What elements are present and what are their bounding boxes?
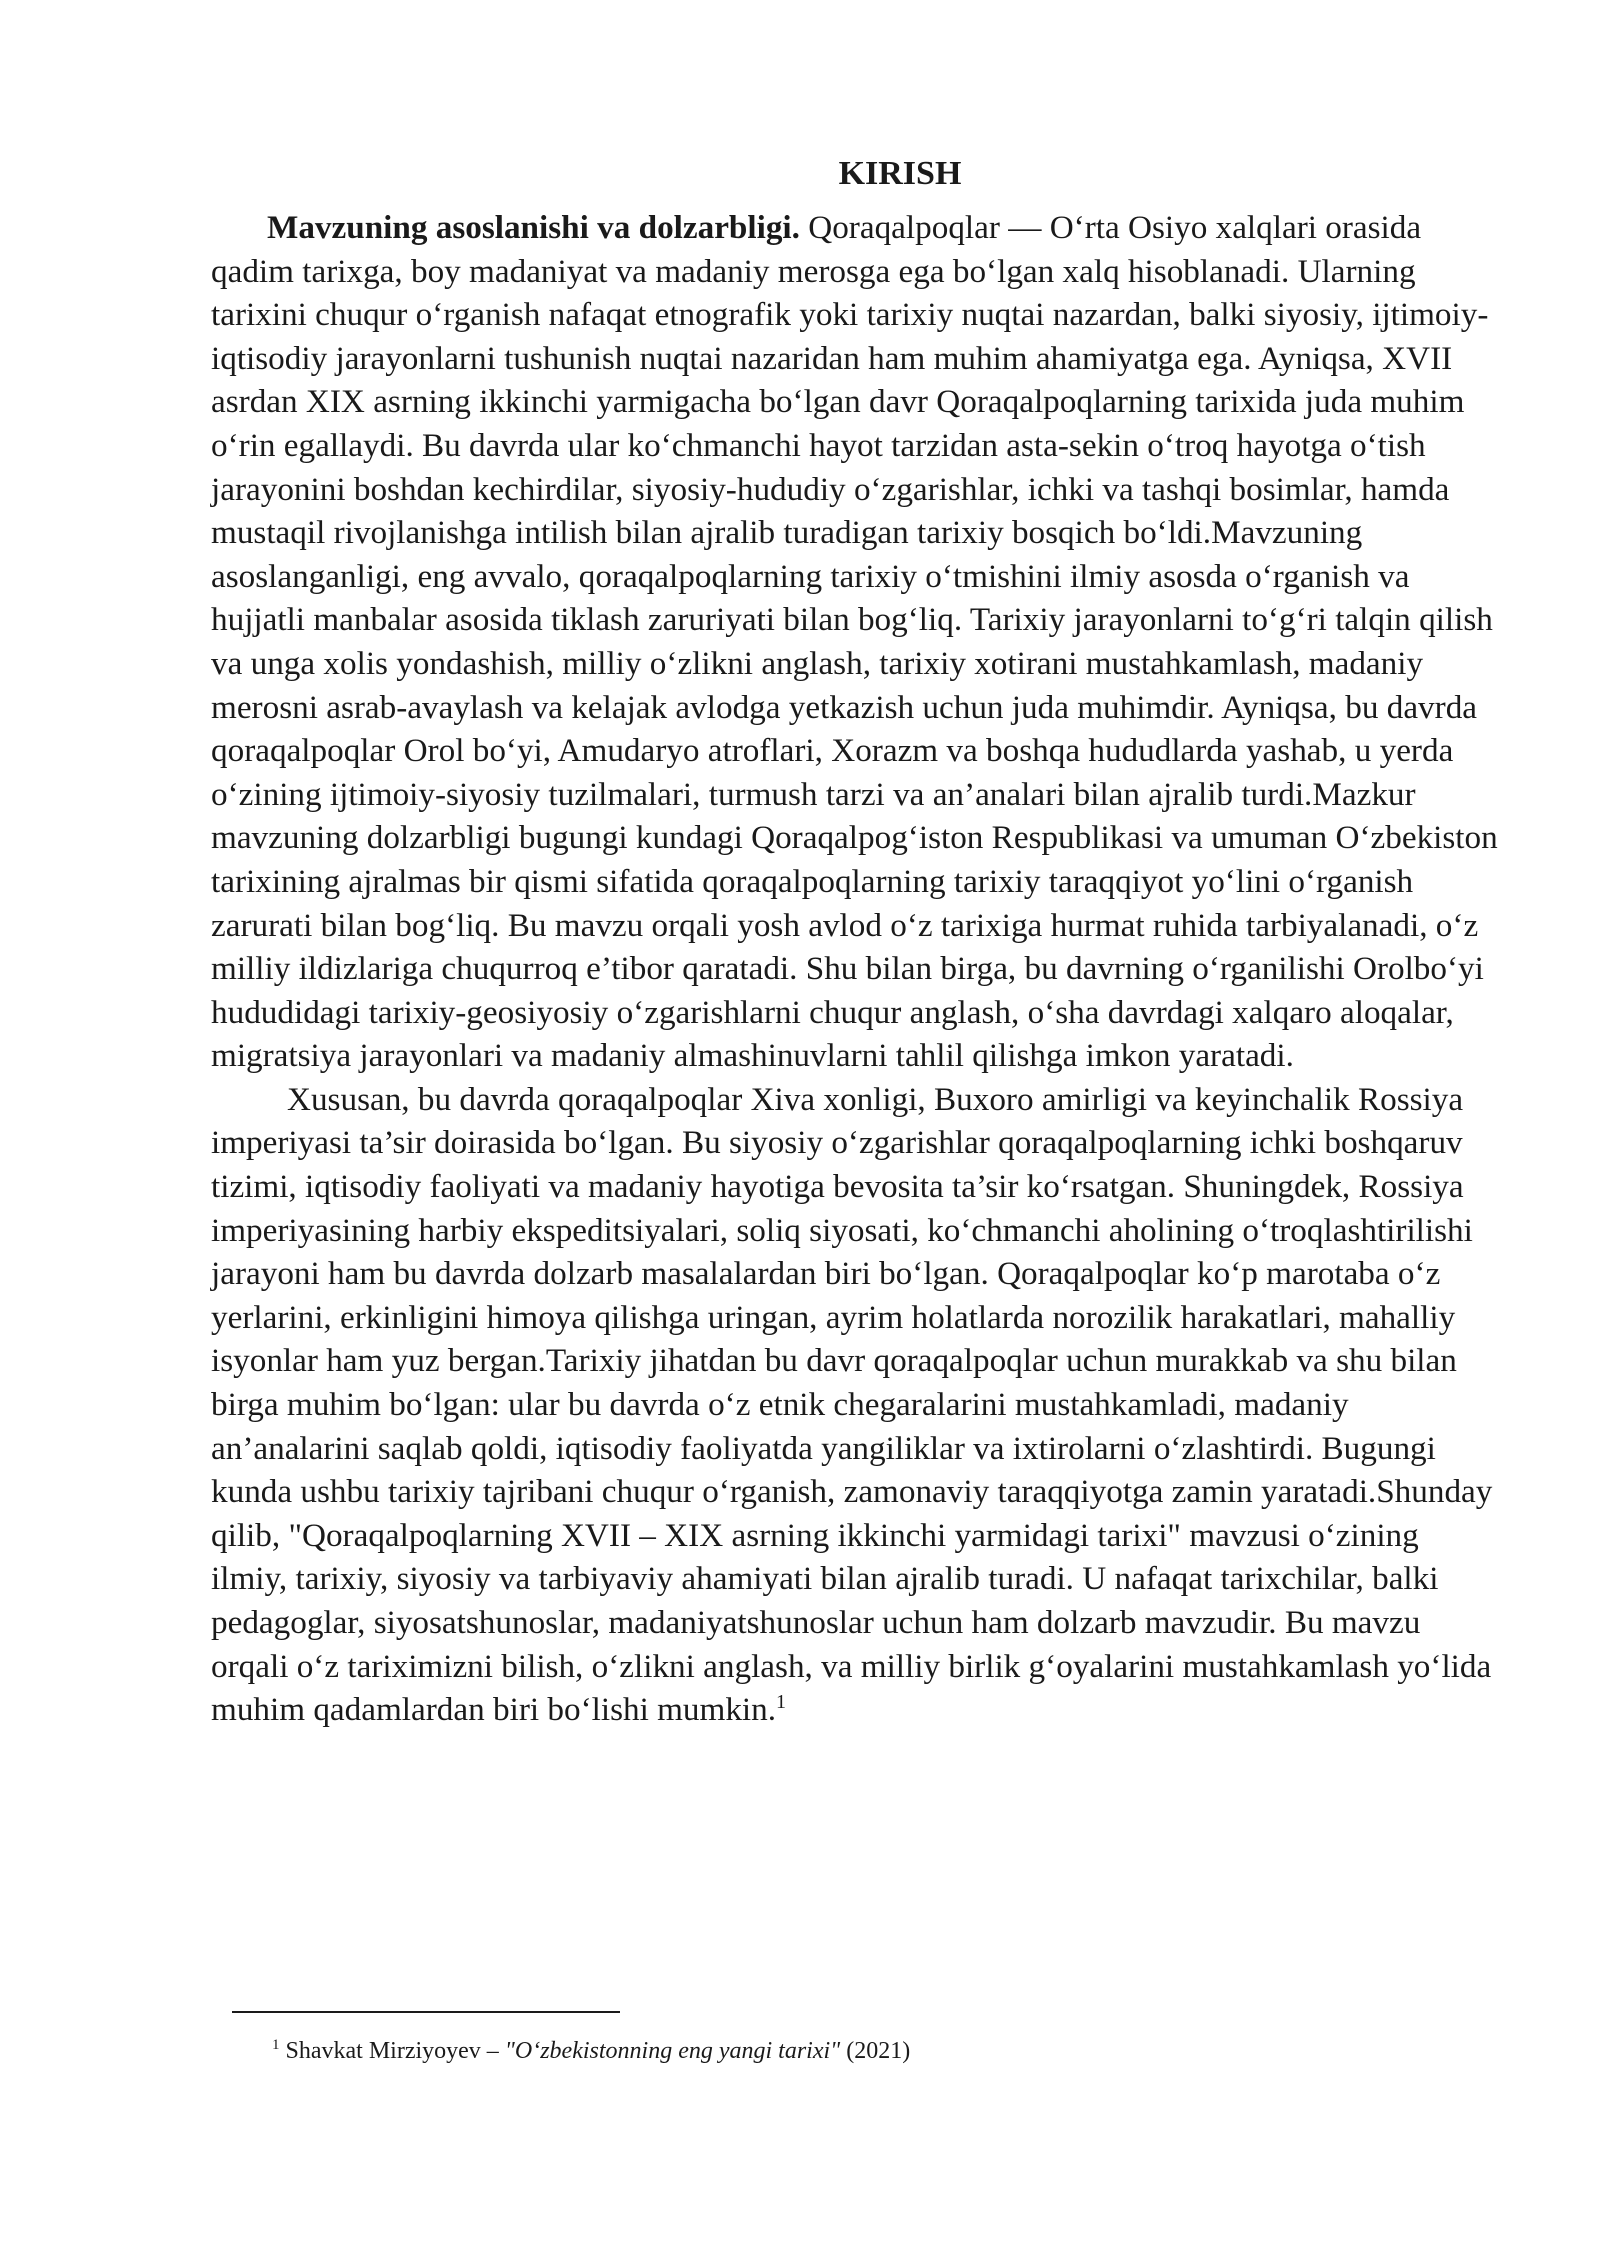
footnote-reference[interactable]: 1 xyxy=(776,1691,787,1714)
paragraph-1-text: Qoraqalpoqlar — O‘rta Osiyo xalqlari orasida qadim tarixga, boy madaniyat va madaniy merosga ega bo‘lgan xalq hisoblanadi. Ularning tarixini chuqur o‘rganish nafaqat etnografik yoki tarixiy nuqtai nazardan, balki siyosiy, ijtimoiy-iqtisodiy jarayonlarni tushunish nuqtai nazaridan ham muhim ahamiyatga ega. Ayniqsa, XVII asrdan XIX asrning ikkinchi yarmigacha bo‘lgan davr Qoraqalpoqlarning tarixida juda muhim o‘rin egallaydi. Bu davrda ular ko‘chmanchi hayot tarzidan asta-sekin o‘troq hayotga o‘tish jarayonini boshdan kechirdilar, siyosiy-hududiy o‘zgarishlar, ichki va tashqi bosimlar, hamda mustaqil rivojlanishga intilish bilan ajralib turadigan tarixiy bosqich bo‘ldi.Mavzuning asoslanganligi, eng avvalo, qoraqalpoqlarning tarixiy o‘tmishini ilmiy asosda o‘rganish va hujjatli manbalar asosida tiklash zaruriyati bilan bog‘liq. Tarixiy jarayonlarni to‘g‘ri talqin qilish va unga xolis yondashish, milliy o‘zlikni anglash, tarixiy xotirani mustahkamlash, madaniy merosni asrab-avaylash va kelajak avlodga yetkazish uchun juda muhimdir. Ayniqsa, bu davrda qoraqalpoqlar Orol bo‘yi, Amudaryo atroflari, Xorazm va boshqa hududlarda yashab, u yerda o‘zining ijtimoiy-siyosiy tuzilmalari, turmush tarzi va an’analari bilan ajralib turdi.Mazkur mavzuning dolzarbligi bugungi kundagi Qoraqalpog‘iston Respublikasi va umuman O‘zbekiston tarixining ajralmas bir qismi sifatida qoraqalpoqlarning tarixiy taraqqiyot yo‘lini o‘rganish zarurati bilan bog‘liq. Bu mavzu orqali yosh avlod o‘z tarixiga hurmat ruhida tarbiyalanadi, o‘z milliy ildizlariga chuqurroq e’tibor qaratadi. Shu bilan birga, bu davrning o‘rganilishi Orolbo‘yi hududidagi tarixiy-geosiyosiy o‘zgarishlarni chuqur anglash, o‘sha davrdagi xalqaro aloqalar, migratsiya jarayonlari va madaniy almashinuvlarni tahlil qilishga imkon yaratadi. xyxy=(211,209,1498,1075)
footnote xyxy=(272,2036,910,2066)
footnote-number: 1 xyxy=(272,2037,280,2053)
paragraph-2 xyxy=(211,1078,1500,1732)
paragraph-2-text: Xususan, bu davrda qoraqalpoqlar Xiva xonligi, Buxoro amirligi va keyinchalik Rossiya imperiyasi ta’sir doirasida bo‘lgan. Bu siyosiy o‘zgarishlar qoraqalpoqlarning ichki boshqaruv tizimi, iqtisodiy faoliyati va madaniy hayotiga bevosita ta’sir ko‘rsatgan. Shuningdek, Rossiya imperiyasining harbiy ekspeditsiyalari, soliq siyosati, ko‘chmanchi aholining o‘troqlashtirilishi jarayoni ham bu davrda dolzarb masalalardan biri bo‘lgan. Qoraqalpoqlar ko‘p marotaba o‘z yerlarini, erkinligini himoya qilishga uringan, ayrim holatlarda norozilik harakatlari, mahalliy isyonlar ham yuz bergan.Tarixiy jihatdan bu davr qoraqalpoqlar uchun murakkab va shu bilan birga muhim bo‘lgan: ular bu davrda o‘z etnik chegaralarini mustahkamladi, madaniy an’analarini saqlab qoldi, iqtisodiy faoliyatda yangiliklar va ixtirolarni o‘zlashtirdi. Bugungi kunda ushbu tarixiy tajribani chuqur o‘rganish, zamonaviy taraqqiyotga zamin yaratadi.Shunday qilib, "Qoraqalpoqlarning XVII – XIX asrning ikkinchi yarmidagi tarixi" mavzusi o‘zining ilmiy, tarixiy, siyosiy va tarbiyaviy ahamiyati bilan ajralib turadi. U nafaqat tarixchilar, balki pedagoglar, siyosatshunoslar, madaniyatshunoslar uchun ham dolzarb mavzudir. Bu mavzu orqali o‘z tariximizni bilish, o‘zlikni anglash, va milliy birlik g‘oyalarini mustahkamlash yo‘lida muhim qadamlardan biri bo‘lishi mumkin. xyxy=(211,1080,1493,1729)
footnote-year: (2021) xyxy=(840,2038,911,2064)
footnote-source-title: "O‘zbekistonning eng yangi tarixi" xyxy=(504,2038,841,2064)
paragraph-1 xyxy=(211,206,1500,1078)
section-lead-heading: Mavzuning asoslanishi va dolzarbligi. xyxy=(267,209,800,246)
body-text xyxy=(211,206,1500,1732)
page-title: KIRISH xyxy=(838,155,962,192)
footnote-separator xyxy=(232,2011,620,2013)
footnote-author: Shavkat Mirziyoyev – xyxy=(285,2038,505,2064)
